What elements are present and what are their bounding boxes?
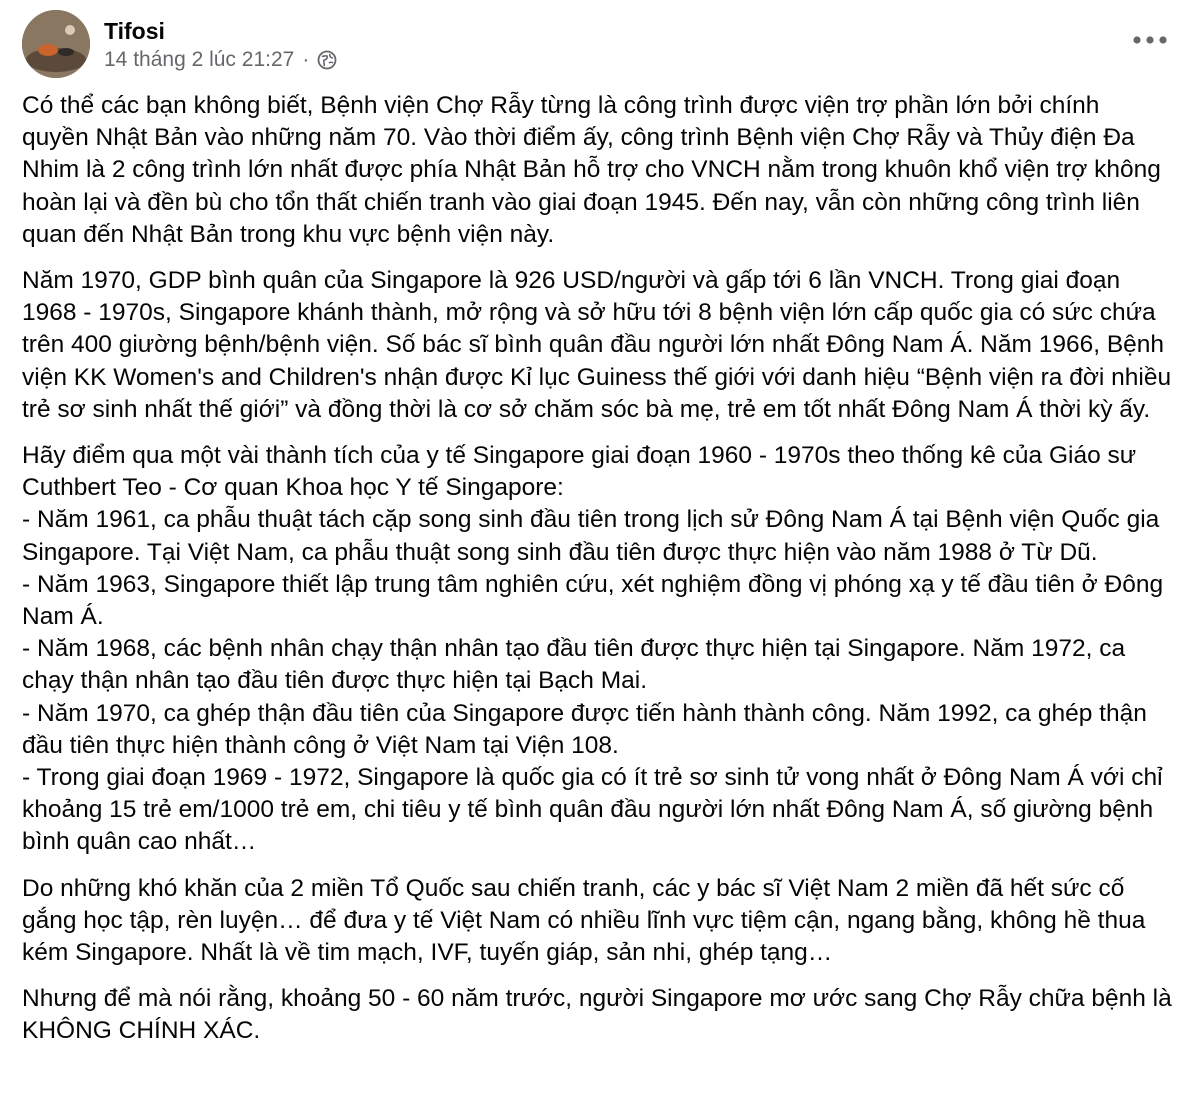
meta-separator: · [302, 48, 310, 71]
author-name[interactable]: Tifosi [104, 18, 165, 44]
post-timestamp[interactable]: 14 tháng 2 lúc 21:27 [104, 48, 295, 71]
post-paragraph: Do những khó khăn của 2 miền Tổ Quốc sau chiến tranh, các y bác sĩ Việt Nam 2 miền đã hết sức cố gắng học tập, rèn luyện… để đưa y tế Việt Nam có nhiều lĩnh vực tiệm cận, ngang bằng, không hề thua kém Singapore. Nhất là về tim mạch, IVF, tuyến giáp, sản nhi, ghép tạng… [22, 874, 1146, 967]
post-paragraph: Nhưng để mà nói rằng, khoảng 50 - 60 năm trước, người Singapore mơ ước sang Chợ Rẫy chữa bệnh là KHÔNG CHÍNH XÁC. [22, 985, 1172, 1045]
more-options-icon[interactable] [1128, 24, 1172, 56]
post-header [22, 8, 1172, 80]
post-meta [104, 48, 337, 72]
globe-icon[interactable] [317, 50, 337, 70]
avatar[interactable] [22, 10, 90, 78]
post-content [22, 90, 1172, 1062]
post-paragraph: Hãy điểm qua một vài thành tích của y tế Singapore giai đoạn 1960 - 1970s theo thống kê của Giáo sư Cuthbert Teo - Cơ quan Khoa học Y tế Singapore: - Năm 1961, ca phẫu thuật tách cặp song sinh đầu tiên trong lịch sử Đông Nam Á tại Bệnh viện Quốc gia Singapore. Tại Việt Nam, ca phẫu thuật song sinh đầu tiên được thực hiện vào năm 1988 ở Từ Dũ. - Năm 1963, Singapore thiết lập trung tâm nghiên cứu, xét nghiệm đồng vị phóng xạ y tế đầu tiên ở Đông Nam Á. - Năm 1968, các bệnh nhân chạy thận nhân tạo đầu tiên được thực hiện tại Singapore. Năm 1972, ca chạy thận nhân tạo đầu tiên được thực hiện tại Bạch Mai. - Năm 1970, ca ghép thận đầu tiên của Singapore được tiến hành thành công. Năm 1992, ca ghép thận đầu tiên thực hiện thành công ở Việt Nam tại Viện 108. - Trong giai đoạn 1969 - 1972, Singapore là quốc gia có ít trẻ sơ sinh tử vong nhất ở Đông Nam Á với chỉ khoảng 15 trẻ em/1000 trẻ em, chi tiêu y tế bình quân đầu người lớn nhất Đông Nam Á, số giường bệnh bình quân cao nhất… [22, 442, 1164, 856]
post-paragraph: Năm 1970, GDP bình quân của Singapore là 926 USD/người và gấp tới 6 lần VNCH. Trong giai đoạn 1968 - 1970s, Singapore khánh thành, mở rộng và sở hữu tới 8 bệnh viện lớn cấp quốc gia có sức chứa trên 400 giường bệnh/bệnh viện. Số bác sĩ bình quân đầu người lớn nhất Đông Nam Á. Năm 1966, Bệnh viện KK Women's and Children's nhận được Kỉ lục Guiness thế giới với danh hiệu “Bệnh viện ra đời nhiều trẻ sơ sinh nhất thế giới” và đồng thời là cơ sở chăm sóc bà mẹ, trẻ em tốt nhất Đông Nam Á thời kỳ ấy. [22, 267, 1172, 423]
avatar-image [22, 10, 90, 78]
post-paragraph: Có thể các bạn không biết, Bệnh viện Chợ Rẫy từng là công trình được viện trợ phần lớn bởi chính quyền Nhật Bản vào những năm 70. Vào thời điểm ấy, công trình Bệnh viện Chợ Rẫy và Thủy điện Đa Nhim là 2 công trình lớn nhất được phía Nhật Bản hỗ trợ cho VNCH nằm trong khuôn khổ viện trợ không hoàn lại và đền bù cho tổn thất chiến tranh vào giai đoạn 1945. Đến nay, vẫn còn những công trình liên quan đến Nhật Bản trong khu vực bệnh viện này. [22, 92, 1161, 248]
